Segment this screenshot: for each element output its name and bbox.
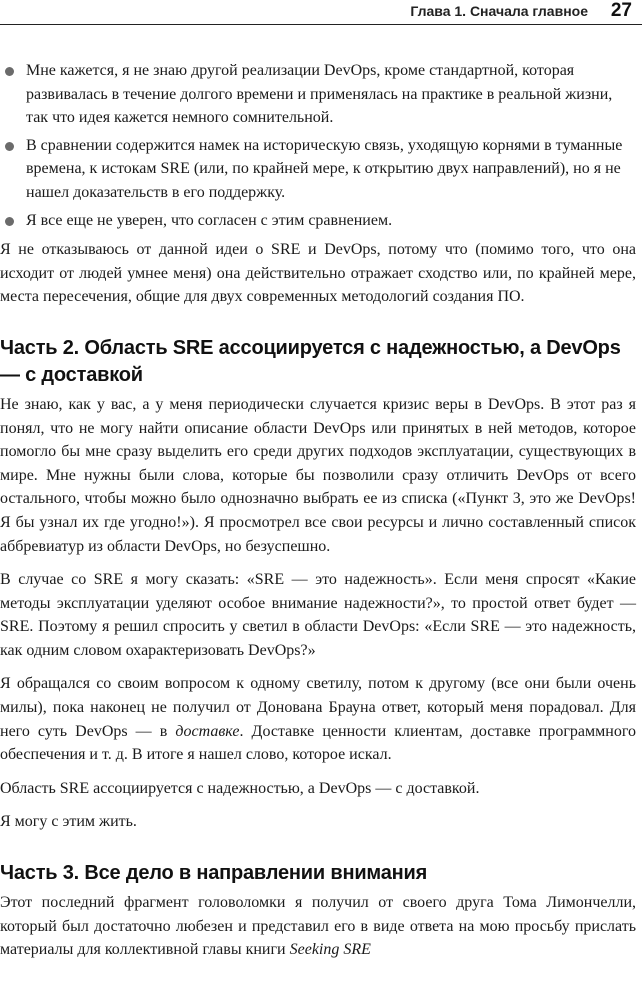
list-item <box>0 59 636 130</box>
list-item-text: Мне кажется, я не знаю другой реализации DevOps, кроме стандартной, которая развивалась в течение долгого времени и применялась на практике в реальной жизни, так что идея кажется немного сомнительной. <box>26 62 613 127</box>
paragraph: Не знаю, как у вас, а у меня периодически случается кризис веры в DevOps. В этот раз я понял, что не могу найти описание области DevOps или принятых в ней методов, которое помогло бы мне сразу выделить его среди других подходов эксплуатации, существующих в мире. Мне нужны были слова, которые бы позволили сразу отличить DevOps от всего остального, чтобы можно было однозначно выбрать ее из списка («Пункт 3, это же DevOps! Я бы узнал их где угодно!»). Я просмотрел все свои ресурсы и лично составленный список аббревиатур из области DevOps, но безуспешно. <box>0 395 636 555</box>
emphasis-text: доставке <box>175 722 240 740</box>
page-body <box>0 59 636 962</box>
paragraph: Область SRE ассоциируется с надежностью, а DevOps — с доставкой. <box>0 779 480 797</box>
paragraph-text: Я обращался со своим вопросом к одному светилу, потом к другому (все они были очень милы), пока наконец не получил от Донована Брауна ответ, который меня порадовал. Для него суть DevOps — в <box>0 675 636 740</box>
running-header <box>0 0 642 25</box>
list-item-text: Я все еще не уверен, что согласен с этим сравнением. <box>26 211 393 229</box>
intro-paragraph: Я не отказываюсь от данной идеи о SRE и DevOps, потому что (помимо того, что она исходит от людей умнее меня) она действительно отражает сходство или, по крайней мере, места пересечения, общие для двух современных методологий создания ПО. <box>0 241 636 306</box>
paragraph <box>0 891 636 962</box>
section-heading-part-2: Часть 2. Область SRE ассоциируется с надежностью, а DevOps — с доставкой <box>0 336 621 386</box>
paragraph: В случае со SRE я могу сказать: «SRE — это надежность». Если меня спросят «Какие методы эксплуатации уделяют особое внимание надежности?», то простой ответ будет — SRE. Поэтому я решил спросить у светил в области DevOps: «Если SRE — это надежность, как одним словом охарактеризовать DevOps?» <box>0 571 636 659</box>
bullet-icon <box>5 67 14 76</box>
bullet-icon <box>5 142 14 151</box>
paragraph <box>0 672 636 766</box>
list-item-text: В сравнении содержится намек на историческую связь, уходящую корнями в туманные времена, к истокам SRE (или, по крайней мере, к открытию двух направлений), но я не нашел доказательств в его поддержку. <box>26 136 623 201</box>
page-number: 27 <box>610 0 632 21</box>
book-title-emphasis: Seeking SRE <box>289 941 371 959</box>
paragraph-text: Этот последний фрагмент головоломки я получил от своего друга Тома Лимончелли, который был достаточно любезен и представил его в виде ответа на мою просьбу прислать материалы для коллективной главы книги <box>0 894 636 959</box>
list-item <box>0 209 636 233</box>
paragraph-text: . Доставке ценности клиентам, доставке программного обеспечения и т. д. В итоге я нашел слово, которое искал. <box>0 722 636 764</box>
bullet-list <box>0 59 636 232</box>
paragraph: Я могу с этим жить. <box>0 813 137 831</box>
list-item <box>0 134 636 205</box>
bullet-icon <box>5 217 14 226</box>
section-heading-part-3: Часть 3. Все дело в направлении внимания <box>0 862 428 885</box>
chapter-title: Глава 1. Сначала главное <box>410 3 588 19</box>
